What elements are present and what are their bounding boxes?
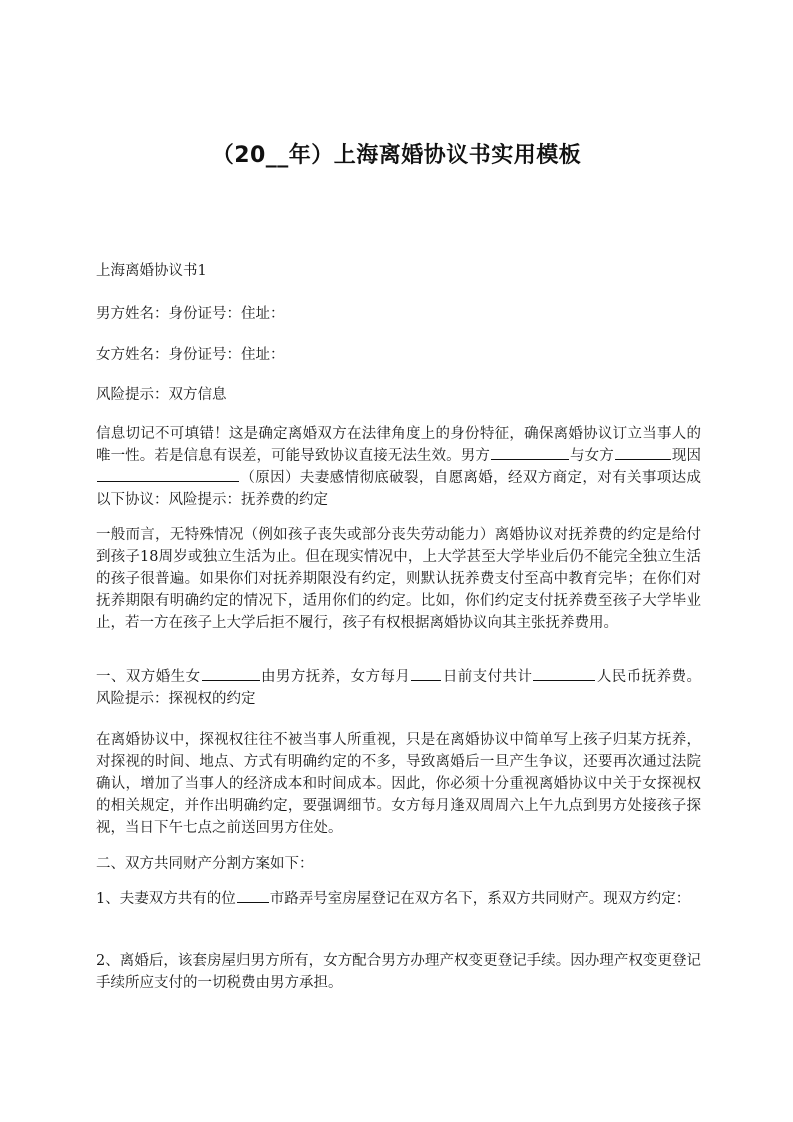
blank-daughter-name	[202, 666, 260, 681]
item-2-text: 2、离婚后，该套房屋归男方所有，女方配合男方办理产权变更登记手续。因办理产权变更登记手续所应支付的一切税费由男方承担。	[96, 953, 701, 991]
male-info-text: 男方姓名：身份证号：住址：	[96, 306, 285, 322]
para-3-part-a: 一、双方婚生女	[96, 669, 201, 685]
para-3-part-d: 人民币抚养费。风险提示：探视权的约定	[96, 669, 701, 707]
para-1-part-c: 现因	[671, 448, 702, 464]
para-1-part-b: 与女方	[569, 448, 614, 464]
blank-reason	[97, 467, 239, 482]
property-item-2	[96, 950, 701, 994]
para-1-part-a: 信息切记不可填错！这是确定离婚双方在法律角度上的身份特征，确保离婚协议订立当事人的唯一性。若是信息有误差，可能导致协议直接无法生效。男方	[96, 426, 701, 464]
para-2-text: 一般而言，无特殊情况（例如孩子丧失或部分丧失劳动能力）离婚协议对抚养费的约定是给付到孩子18周岁或独立生活为止。但在现实情况中，上大学甚至大学毕业后仍不能完全独立生活的孩子很普遍。如果你们对抚养期限没有约定，则默认抚养费支付至高中教育完毕；在你们对抚养期限有明确约定的情况下，适用你们的约定。比如，你们约定支付抚养费至孩子大学毕业止，若一方在孩子上大学后拒不履行，孩子有权根据离婚协议向其主张抚养费用。	[96, 527, 701, 631]
female-info-line	[96, 344, 701, 366]
item-1-part-a: 1、夫妻双方共有的位	[96, 891, 236, 907]
document-subtitle	[96, 260, 701, 282]
risk-notice-text: 风险提示：双方信息	[96, 387, 227, 403]
para-1-part-d: （原因）夫妻感情彻底破裂，自愿离婚，经双方商定，对有关事项达成以下协议：风险提示：抚养费的约定	[96, 470, 701, 508]
blank-female-name	[615, 445, 671, 460]
paragraph-visitation	[96, 729, 701, 839]
paragraph-identity-info	[96, 423, 701, 511]
item-1-part-b: 市路弄号室房屋登记在双方名下，系双方共同财产。现双方约定：	[269, 891, 691, 907]
blank-male-name	[491, 445, 569, 460]
para-3-part-b: 由男方抚养，女方每月	[260, 669, 411, 685]
risk-notice-parties	[96, 384, 701, 406]
blank-amount	[533, 666, 595, 681]
property-item-1	[96, 888, 701, 910]
subtitle-text: 上海离婚协议书1	[96, 263, 207, 279]
section-2-text: 二、双方共同财产分割方案如下：	[96, 856, 314, 872]
female-info-text: 女方姓名：身份证号：住址：	[96, 347, 285, 363]
document-title: （20__年）上海离婚协议书实用模板	[211, 143, 582, 168]
blank-pay-day	[411, 666, 441, 681]
para-4-text: 在离婚协议中，探视权往往不被当事人所重视，只是在离婚协议中简单写上孩子归某方抚养，对探视的时间、地点、方式有明确约定的不多，导致离婚后一旦产生争议，还要再次通过法院确认，增加了当事人的经济成本和时间成本。因此，你必须十分重视离婚协议中关于女探视权的相关规定，并作出明确约定，要强调细节。女方每月逢双周周六上午九点到男方处接孩子探视，当日下午七点之前送回男方住处。	[96, 732, 701, 836]
paragraph-custody	[96, 666, 701, 710]
section-property-heading	[96, 853, 701, 875]
blank-property-location	[237, 888, 269, 903]
paragraph-child-support	[96, 524, 701, 634]
para-3-part-c: 日前支付共计	[442, 669, 533, 685]
male-info-line	[96, 303, 701, 325]
